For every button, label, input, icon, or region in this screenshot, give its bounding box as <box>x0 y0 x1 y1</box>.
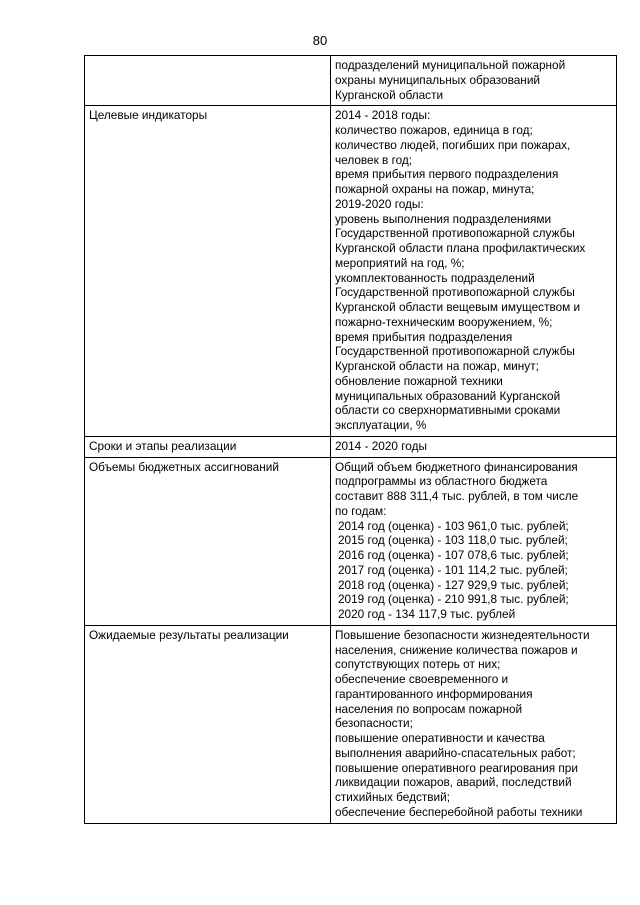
budget-year-line: 2018 год (оценка) - 127 929,9 тыс. рублей; <box>338 577 569 592</box>
value-line: муниципальных образований Курганской <box>335 388 561 403</box>
value-line: Повышение безопасности жизнедеятельности <box>335 627 590 642</box>
value-line: количество людей, погибших при пожарах, <box>335 137 571 152</box>
value-line: Государственной противопожарной службы <box>335 285 575 300</box>
value-line: Курганской области плана профилактических <box>335 241 586 255</box>
value-line: мероприятий на год, %; <box>335 255 465 270</box>
budget-year-line: 2015 год (оценка) - 103 118,0 тыс. рублей; <box>338 533 568 548</box>
value-line: выполнения аварийно-спасательных работ; <box>335 745 576 760</box>
value-line: количество пожаров, единица в год; <box>335 123 533 137</box>
value-line: Общий объем бюджетного финансирования <box>335 459 578 474</box>
value-line: Государственной противопожарной службы <box>335 344 575 359</box>
value-line: 2014 - 2018 годы: <box>335 108 431 123</box>
value-line: составит 888 311,4 тыс. рублей, в том числе <box>335 489 579 503</box>
row-value-cell <box>331 625 617 823</box>
value-line: пожарной охраны на пожар, минута; <box>335 182 535 196</box>
budget-year-line: 2017 год (оценка) - 101 114,2 тыс. рублей; <box>338 562 568 577</box>
value-line: Государственной противопожарной службы <box>335 226 575 241</box>
table-row <box>85 436 617 457</box>
value-line: обеспечение бесперебойной работы техники <box>335 804 583 819</box>
value-line: населения по вопросам пожарной <box>335 701 523 716</box>
value-line: гарантированного информирования <box>335 686 533 701</box>
table-row <box>85 56 617 106</box>
budget-year-line: 2016 год (оценка) - 107 078,6 тыс. рублей; <box>338 548 569 562</box>
value-line: ликвидации пожаров, аварий, последствий <box>335 775 572 790</box>
value-line: 2019-2020 годы: <box>335 196 424 211</box>
subprogram-passport-table <box>84 55 617 824</box>
value-line: обновление пожарной техники <box>335 373 503 388</box>
value-line: безопасности; <box>335 716 413 731</box>
budget-year-line: 2019 год (оценка) - 210 991,8 тыс. рублей; <box>338 592 569 607</box>
value-line: 2014 - 2020 годы <box>335 438 427 453</box>
value-line: подпрограммы из областного бюджета <box>335 474 548 489</box>
value-line: повышение оперативности и качества <box>335 731 545 745</box>
value-line: по годам: <box>335 503 387 518</box>
value-line: Курганской области <box>335 87 444 102</box>
row-label-cell <box>85 436 331 457</box>
row-label-cell <box>85 457 331 625</box>
value-line: обеспечение своевременного и <box>335 672 509 686</box>
value-line: сопутствующих потерь от них; <box>335 657 501 672</box>
value-line: укомплектованность подразделений <box>335 270 535 285</box>
value-line: Курганской области на пожар, минут; <box>335 359 539 373</box>
row-value-cell <box>331 56 617 106</box>
row-label: Целевые индикаторы <box>89 108 208 123</box>
value-line: пожарно-техническим вооружением, %; <box>335 314 553 329</box>
table-row <box>85 106 617 437</box>
row-label-cell <box>85 56 331 106</box>
row-value-cell <box>331 436 617 457</box>
row-label: Сроки и этапы реализации <box>89 438 237 453</box>
table-row <box>85 457 617 625</box>
value-line: уровень выполнения подразделениями <box>335 211 552 226</box>
passport-table-body <box>85 56 617 824</box>
value-line: время прибытия подразделения <box>335 329 513 344</box>
table-row <box>85 625 617 823</box>
row-label: Ожидаемые результаты реализации <box>89 627 289 642</box>
row-label: Объемы бюджетных ассигнований <box>89 459 279 474</box>
value-line: подразделений муниципальной пожарной <box>335 58 566 72</box>
value-line: населения, снижение количества пожаров и <box>335 642 578 657</box>
row-value-cell <box>331 457 617 625</box>
value-line: области со сверхнормативными сроками <box>335 403 561 418</box>
value-line: стихийных бедствий; <box>335 790 450 804</box>
budget-year-line: 2020 год - 134 117,9 тыс. рублей <box>338 607 516 621</box>
value-line: повышение оперативного реагирования при <box>335 760 578 775</box>
value-line: эксплуатации, % <box>335 418 427 432</box>
row-label-cell <box>85 625 331 823</box>
value-line: охраны муниципальных образований <box>335 72 540 87</box>
value-line: Курганской области вещевым имуществом и <box>335 300 581 314</box>
value-line: человек в год; <box>335 152 413 167</box>
page-number: 80 <box>312 33 328 48</box>
budget-year-line: 2014 год (оценка) - 103 961,0 тыс. рублей; <box>338 518 569 533</box>
row-label-cell <box>85 106 331 437</box>
value-line: время прибытия первого подразделения <box>335 167 559 182</box>
row-value-cell <box>331 106 617 437</box>
